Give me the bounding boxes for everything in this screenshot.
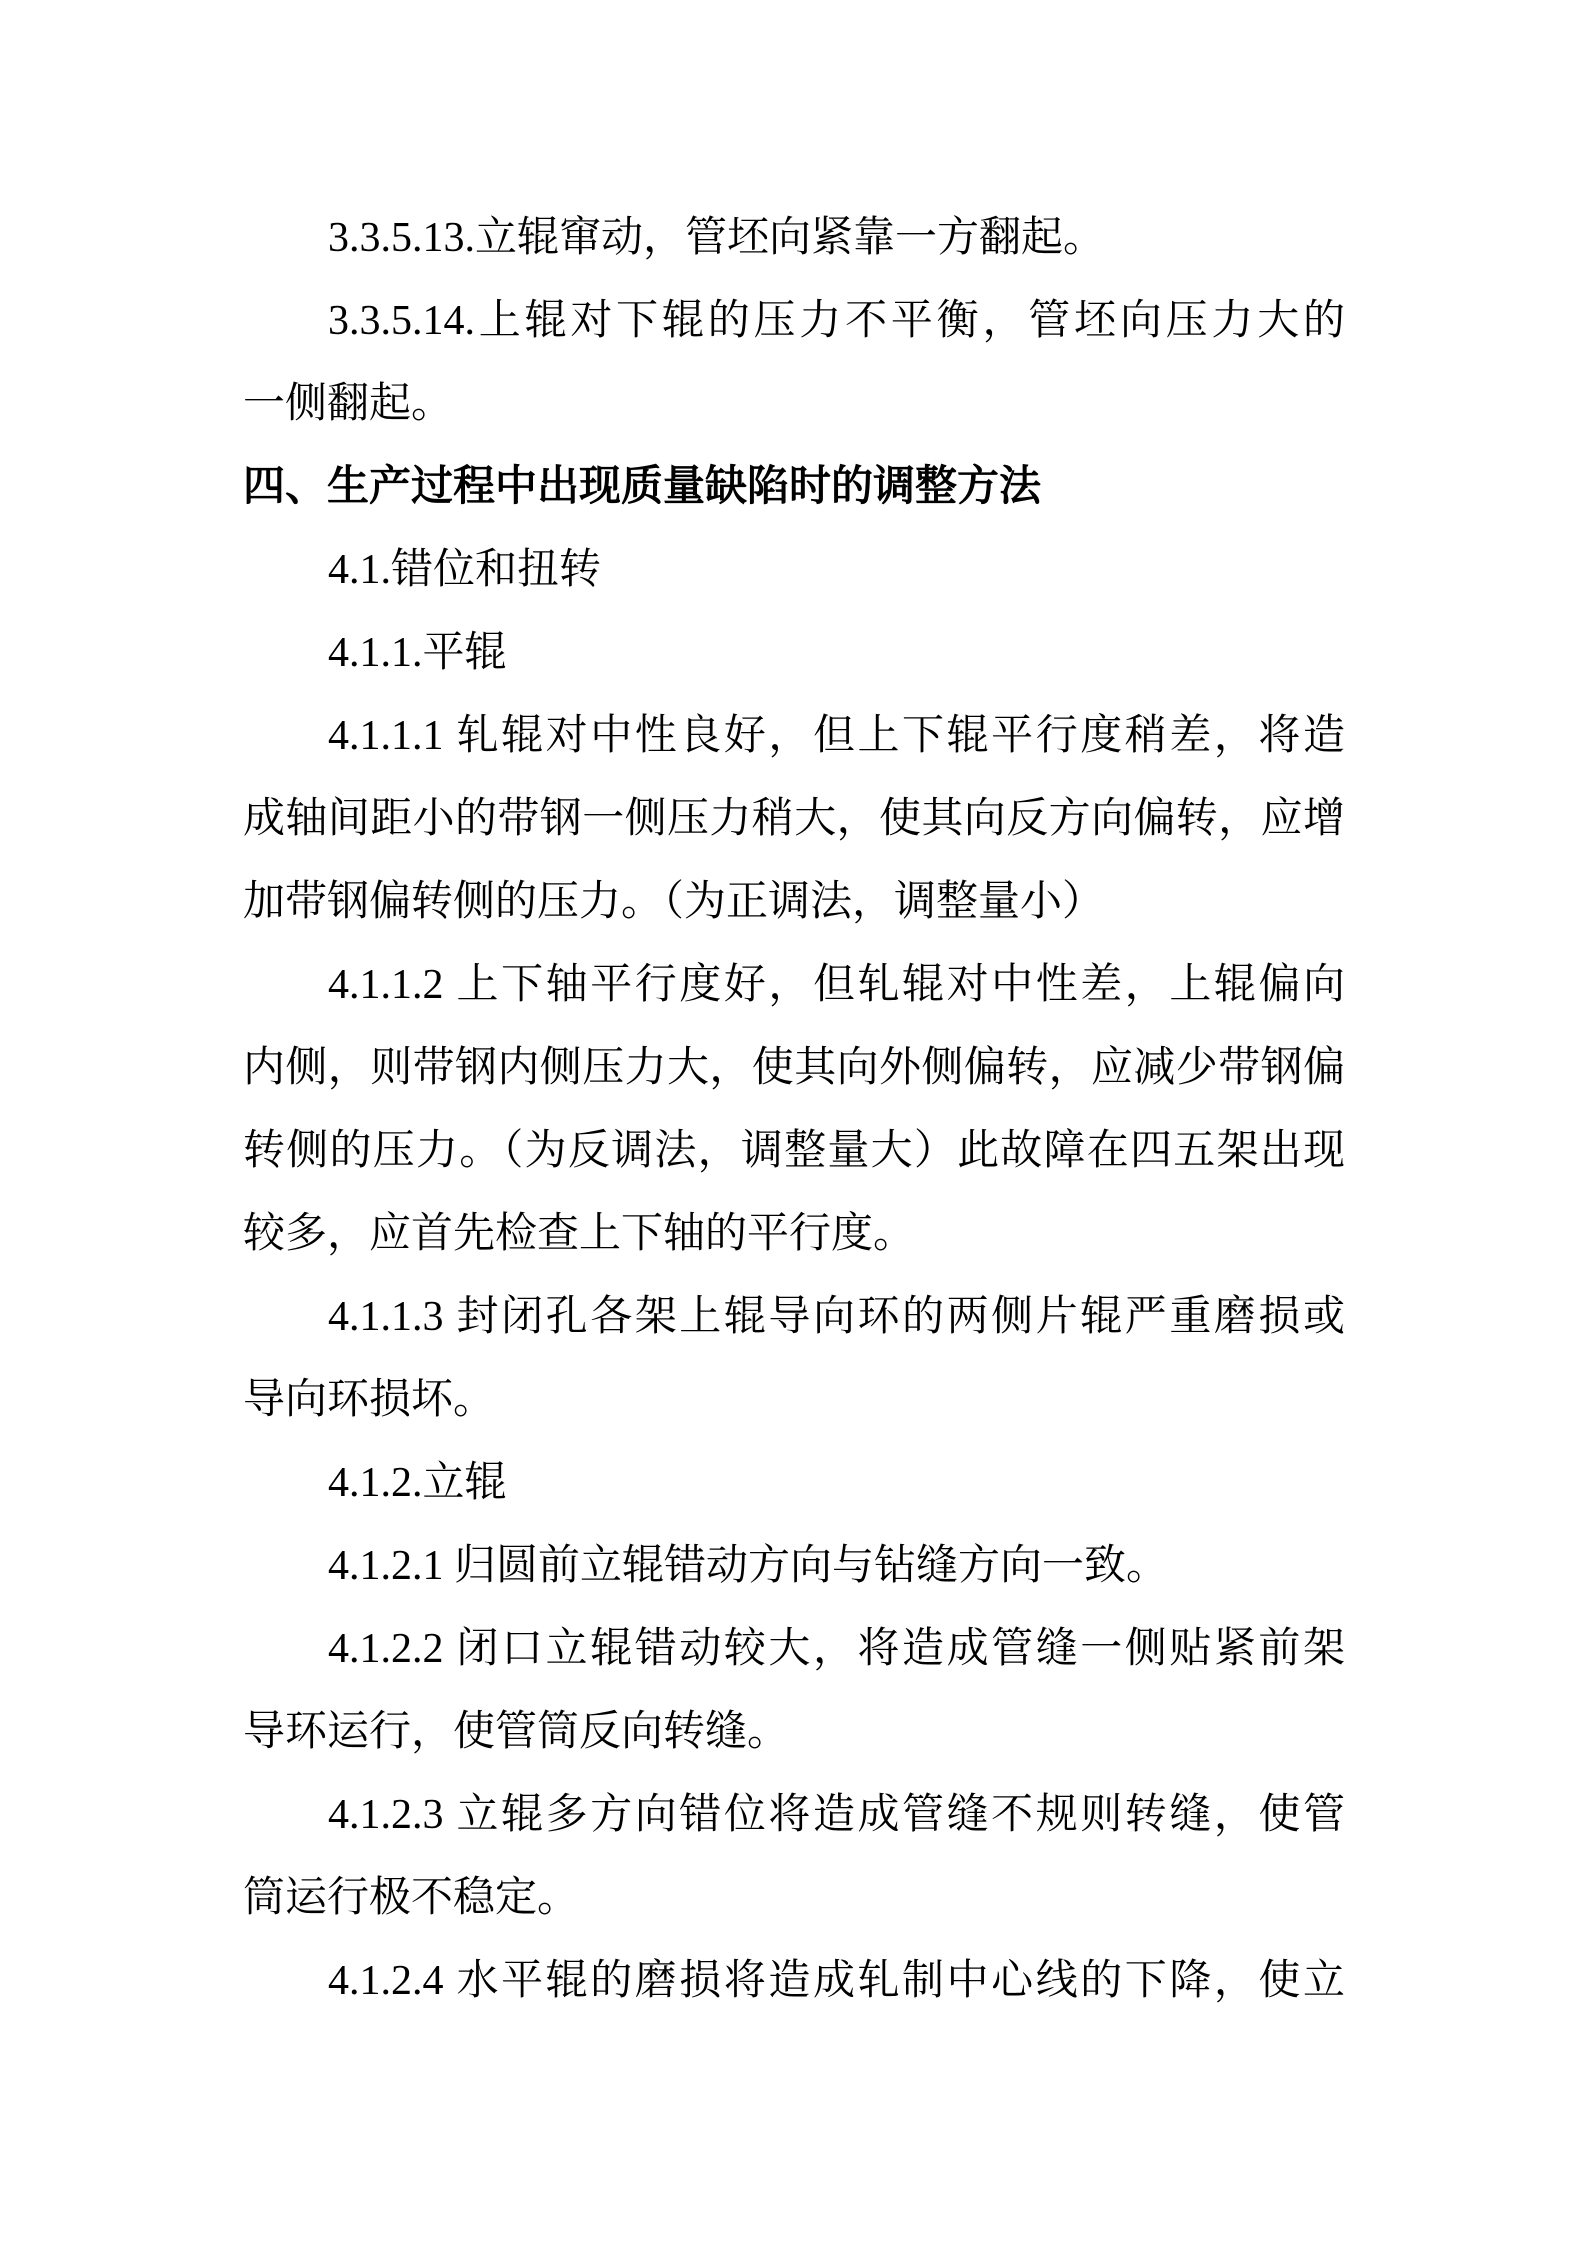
paragraph-4-1-1-2: 4.1.1.2 上下轴平行度好，但轧辊对中性差，上辊偏向 <box>328 962 1345 1008</box>
paragraph-continuation: 内侧，则带钢内侧压力大，使其向外侧偏转，应减少带钢偏 <box>243 1045 1345 1091</box>
paragraph-4-1-2-3: 4.1.2.3 立辊多方向错位将造成管缝不规则转缝，使管 <box>328 1792 1345 1838</box>
paragraph-continuation: 较多，应首先检查上下轴的平行度。 <box>243 1211 916 1257</box>
subsection-4-1-1: 4.1.1.平辊 <box>328 630 507 676</box>
paragraph-continuation: 加带钢偏转侧的压力。（为正调法，调整量小） <box>243 879 1105 925</box>
paragraph-4-1-1-1: 4.1.1.1 轧辊对中性良好，但上下辊平行度稍差，将造 <box>328 713 1345 759</box>
paragraph-continuation: 导环运行，使管筒反向转缝。 <box>243 1709 790 1755</box>
paragraph-4-1-2-2: 4.1.2.2 闭口立辊错动较大，将造成管缝一侧贴紧前架 <box>328 1626 1345 1672</box>
paragraph-3-3-5-13: 3.3.5.13.立辊窜动，管坯向紧靠一方翻起。 <box>328 215 1106 261</box>
paragraph-continuation: 一侧翻起。 <box>243 381 454 427</box>
subsection-4-1-2: 4.1.2.立辊 <box>328 1460 507 1506</box>
paragraph-4-1-2-1: 4.1.2.1 归圆前立辊错动方向与钻缝方向一致。 <box>328 1543 1169 1589</box>
document-content <box>243 197 1345 2023</box>
paragraph-4-1-2-4: 4.1.2.4 水平辊的磨损将造成轧制中心线的下降，使立 <box>328 1958 1345 2004</box>
paragraph-continuation: 转侧的压力。（为反调法，调整量大）此故障在四五架出现 <box>243 1128 1345 1174</box>
subsection-4-1: 4.1.错位和扭转 <box>328 547 602 593</box>
paragraph-4-1-1-3: 4.1.1.3 封闭孔各架上辊导向环的两侧片辊严重磨损或 <box>328 1294 1345 1340</box>
section-heading-4: 四、生产过程中出现质量缺陷时的调整方法 <box>243 464 1042 510</box>
paragraph-continuation: 成轴间距小的带钢一侧压力稍大，使其向反方向偏转，应增 <box>243 796 1345 842</box>
paragraph-continuation: 筒运行极不稳定。 <box>243 1875 580 1921</box>
paragraph-3-3-5-14: 3.3.5.14.上辊对下辊的压力不平衡，管坯向压力大的 <box>328 298 1345 344</box>
paragraph-continuation: 导向环损坏。 <box>243 1377 496 1423</box>
